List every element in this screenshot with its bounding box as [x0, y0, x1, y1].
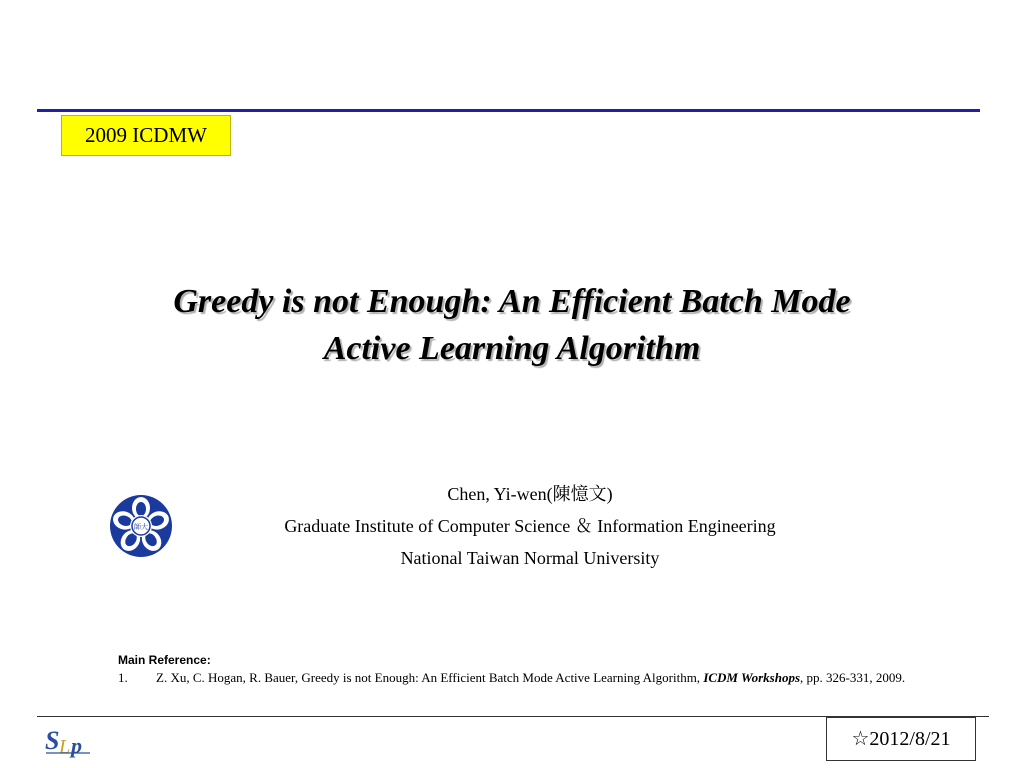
- reference-heading: Main Reference:: [118, 653, 211, 667]
- university-logo-text: 師大: [134, 523, 148, 531]
- svg-text:L: L: [59, 736, 71, 758]
- slide-title: [60, 278, 964, 372]
- svg-text:p: p: [71, 733, 82, 758]
- reference-pages: , pp. 326-331, 2009.: [800, 670, 906, 685]
- reference-venue: ICDM Workshops: [703, 670, 801, 685]
- university-logo-icon: [109, 494, 173, 558]
- title-line-2: Active Learning Algorithm: [323, 330, 701, 367]
- title-line-1: Greedy is not Enough: An Efficient Batch Mode: [173, 283, 851, 320]
- department-name: Graduate Institute of Computer Science ＆ Information Engineering: [284, 516, 776, 536]
- slp-logo-icon: [44, 722, 92, 758]
- university-name: National Taiwan Normal University: [400, 548, 660, 568]
- top-divider: [37, 109, 980, 112]
- conference-badge: 2009 ICDMW: [61, 115, 231, 156]
- author-name: Chen, Yi-wen(陳憶文): [447, 484, 613, 504]
- svg-text:S: S: [45, 726, 60, 755]
- date-box: ☆2012/8/21: [826, 717, 976, 761]
- reference-text: Z. Xu, C. Hogan, R. Bauer, Greedy is not Enough: An Efficient Batch Mode Active Learning Algorithm,: [156, 670, 704, 685]
- reference-number: 1.: [118, 670, 128, 685]
- author-block: [180, 478, 880, 574]
- reference-section: [118, 651, 978, 687]
- reference-entry: [118, 669, 978, 687]
